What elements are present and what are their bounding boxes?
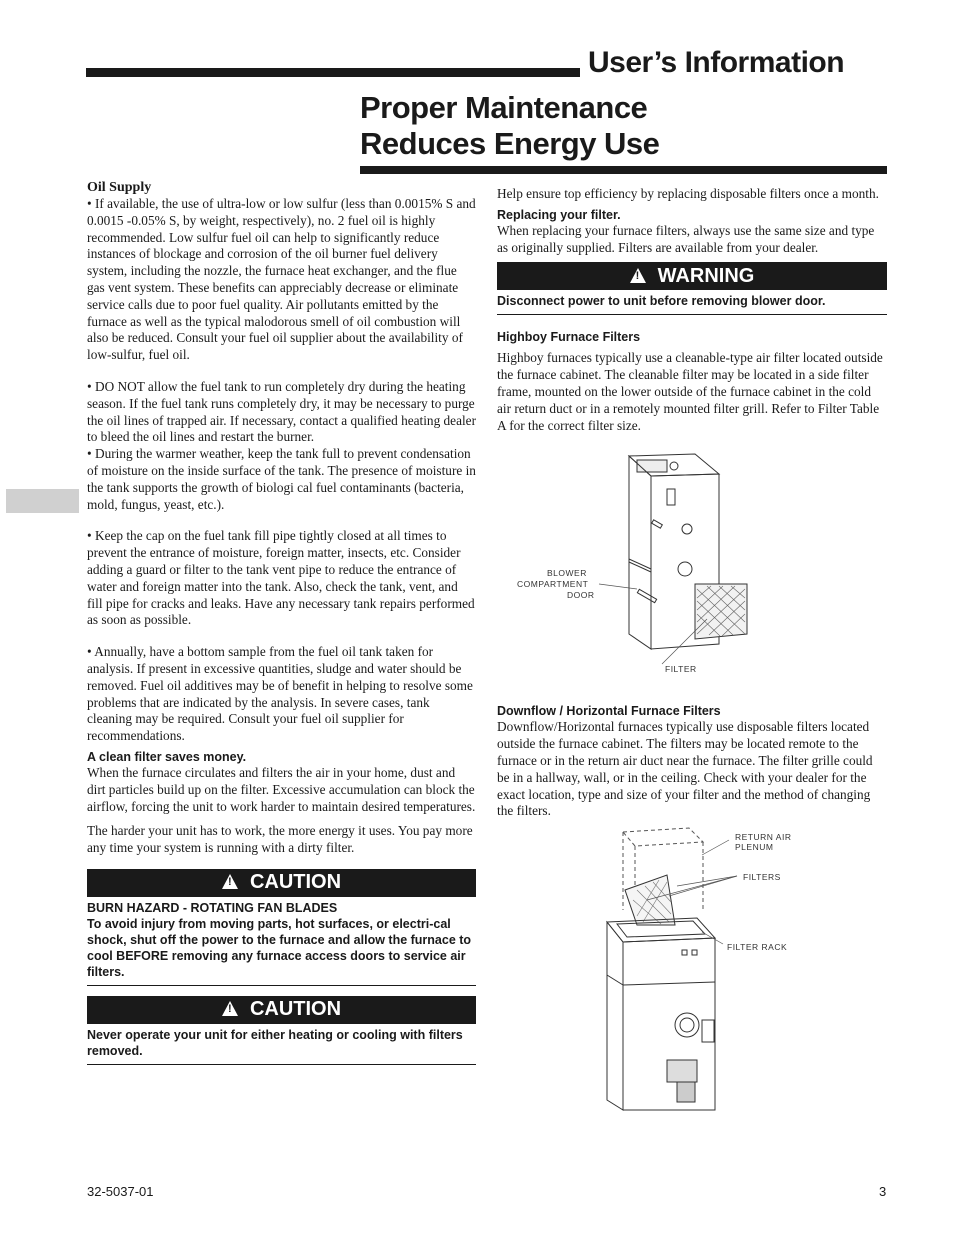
caution-text-1 [87, 897, 476, 986]
highboy-heading: Highboy Furnace Filters [497, 330, 641, 345]
oil-paragraph-5: • Annually, have a bottom sample from the fuel oil tank taken for analysis. If present in excessive quantities, sludge and water should be removed. Fuel oil additives may be of benefit in helping to resolve some problems that are indicated by the analysis. In severe cases, tank cleaning may be required. Consult your fuel oil supplier for recommendations. [87, 644, 473, 744]
fig1-label-blower-2: COMPARTMENT [517, 579, 589, 590]
replacing-heading: Replacing your filter. [497, 207, 621, 222]
oil-paragraph-2: • DO NOT allow the fuel tank to run completely dry during the heating season. If the fuel tank runs completely dry, it may be necessary to purge the oil lines of trapped air. If necessary, contact a qualified heating dealer to bleed the oil lines and restart the burner. [87, 378, 477, 445]
page-title-line2: Reduces Energy Use [360, 126, 660, 161]
fig2-label-return-2: PLENUM [735, 842, 774, 853]
fig2-label-return-1: RETURN AIR [735, 832, 792, 843]
downflow-paragraph: Downflow/Horizontal furnaces typically use disposable filters located outside the furnace cabinet. The filters may be located remote to the furnace or in the return air duct near the furnace. The filter grille could be in a hallway, wall, or in the ceiling. Check with your dealer for the exact location, type and size of your filter and the method of changing the filters. [497, 719, 873, 819]
highboy-furnace-figure [497, 444, 887, 699]
header-rule [86, 68, 580, 77]
downflow-furnace-figure [497, 820, 887, 1120]
caution-label-2: CAUTION [249, 998, 342, 1021]
warning-banner [497, 262, 887, 290]
caution-label-1: CAUTION [249, 871, 342, 894]
warning-triangle-icon [222, 874, 238, 889]
clean-filter-paragraph-2: The harder your unit has to work, the more energy it uses. You pay more any time your system is running with a dirty filter. [87, 823, 473, 856]
page-number: 3 [879, 1184, 887, 1199]
fig2-label-rack: FILTER RACK [727, 942, 788, 953]
caution-text-2: Never operate your unit for either heating or cooling with filters removed. [87, 1024, 476, 1065]
title-rule [360, 166, 887, 174]
warning-triangle-icon [222, 1001, 238, 1016]
caution-body-1: To avoid injury from moving parts, hot surfaces, or electri-cal shock, shut off the power to the furnace and allow the furnace to cool BEFORE removing any furnace access doors to service air filters. [87, 916, 472, 979]
caution-heading-1: BURN HAZARD - ROTATING FAN BLADES [87, 900, 338, 915]
clean-filter-heading: A clean filter saves money. [87, 749, 247, 764]
oil-paragraph-4: • Keep the cap on the fuel tank fill pipe tightly closed at all times to prevent the entrance of moisture, foreign matter, insects, etc. Consider adding a guard or filter to the tank vent pipe to reduce the entrance of water and foreign matter into the tank. Also, check the tank, vent, and fill pipe for cracks and leaks. Have any necessary tank repairs performed as soon as possible. [87, 528, 475, 628]
highboy-paragraph: Highboy furnaces typically use a cleanable-type air filter located outside the furnace cabinet. The cleanable filter may be located in a side filter frame, mounted on the lower outside of the furnace cabinet in the cold air return duct or in a remotely mounted filter grill. Refer to Filter Table A for the correct filter size. [497, 350, 883, 433]
intro-paragraph: Help ensure top efficiency by replacing disposable filters once a month. [497, 186, 879, 201]
clean-filter-paragraph-1: When the furnace circulates and filters the air in your home, dust and dirt particles build up on the filter. Excessive accumulation can block the airflow, forcing the unit to work harder to maintain desired temperatures. [87, 764, 476, 814]
downflow-heading: Downflow / Horizontal Furnace Filters [497, 704, 721, 719]
fig1-label-filter: FILTER [665, 664, 697, 675]
fig1-label-blower-1: BLOWER [547, 568, 587, 579]
caution-banner-2 [87, 996, 476, 1024]
oil-supply-heading: Oil Supply [87, 180, 152, 195]
page-title-line1: Proper Maintenance [360, 90, 648, 125]
warning-triangle-icon [630, 268, 646, 283]
fig2-label-filters: FILTERS [743, 872, 781, 883]
side-tab-marker [6, 489, 79, 513]
right-column [497, 186, 887, 1120]
fig1-label-blower-3: DOOR [567, 590, 595, 601]
oil-paragraph-3: • During the warmer weather, keep the tank full to prevent condensation of moisture on the inside surface of the tank. The presence of moisture in the tank supports the growth of biologi cal fuel contaminants (bacteria, mold, fungus, yeast, etc.). [87, 446, 476, 512]
page-title [360, 90, 659, 162]
left-column [87, 180, 476, 1065]
replacing-paragraph: When replacing your furnace filters, always use the same size and type as originally supplied. Filters are available from your dealer. [497, 222, 875, 255]
document-number: 32-5037-01 [87, 1184, 154, 1199]
caution-banner-1 [87, 869, 476, 897]
warning-label: WARNING [657, 264, 755, 287]
section-title: User’s Information [588, 46, 845, 79]
warning-text: Disconnect power to unit before removing blower door. [497, 290, 887, 315]
oil-paragraph-1: • If available, the use of ultra-low or low sulfur (less than 0.0015% S and 0.0015 -0.05% S, by weight, respectively), no. 2 fuel oil is highly recommended. Low sulfur fuel oil can help to significantly reduce instances of blockage and corrosion of the oil burner fuel delivery system, including the nozzle, the furnace heat exchanger, and the flue gas vent system. These benefits can appreciably decrease or eliminate service calls due to poor fuel quality. Air pollutants emitted by the furnace as well as the typical malodorous smell of oil combustion will also be reduced. Consult your fuel oil supplier about the availability of low-sulfur, fuel oil. [87, 196, 476, 363]
